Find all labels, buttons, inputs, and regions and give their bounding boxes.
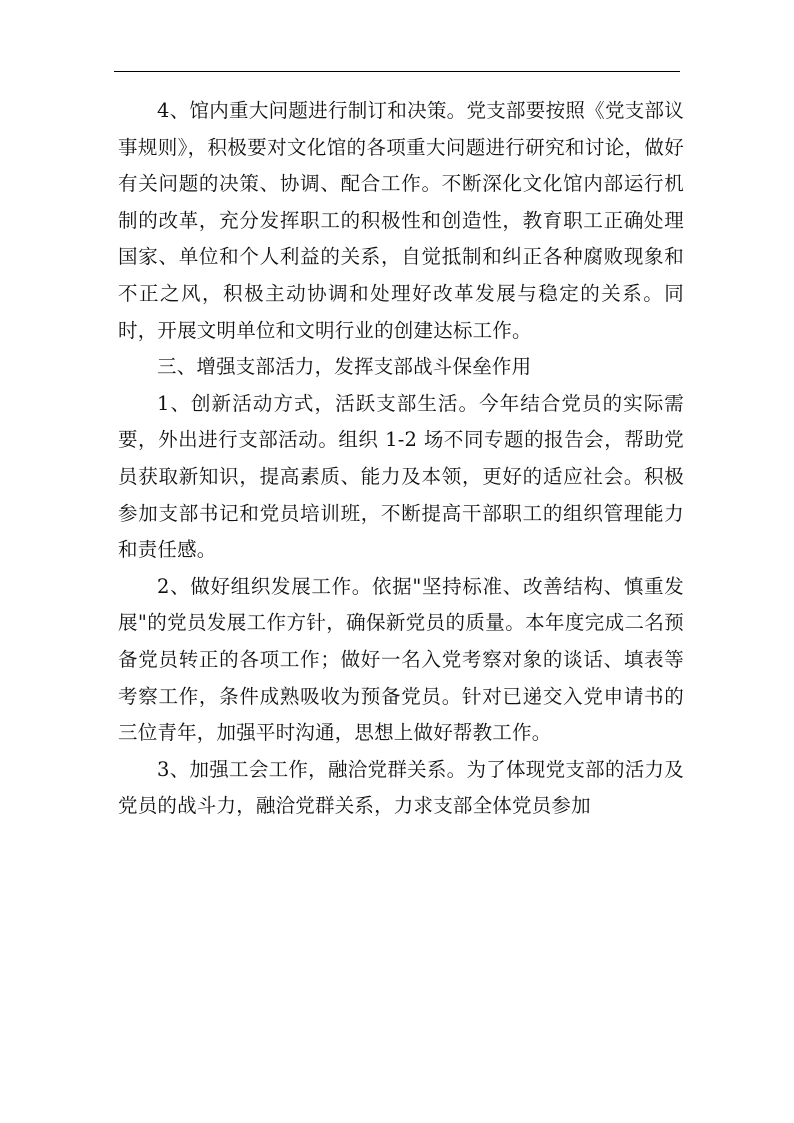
paragraph-item-3: 3、加强工会工作，融洽党群关系。为了体现党支部的活力及党员的战斗力，融洽党群关系，力求支部全体党员参加 xyxy=(118,757,684,818)
paragraph-item-4: 4、馆内重大问题进行制订和决策。党支部要按照《党支部议事规则》，积极要对文化馆的各项重大问题进行研究和讨论，做好有关问题的决策、协调、配合工作。不断深化文化馆内部运行机制的改革，充分发挥职工的积极性和创造性，教育职工正确处理国家、单位和个人利益的关系，自觉抵制和纠正各种腐败现象和不正之风，积极主动协调和处理好改革发展与稳定的关系。同时，开展文明单位和文明行业的创建达标工作。 xyxy=(118,99,684,342)
paragraph-item-2: 2、做好组织发展工作。依据"坚持标准、改善结构、慎重发展"的党员发展工作方针，确保新党员的质量。本年度完成二名预备党员转正的各项工作；做好一名入党考察对象的谈话、填表等考察工作，条件成熟吸收为预备党员。针对已递交入党申请书的三位青年，加强平时沟通，思想上做好帮教工作。 xyxy=(118,574,684,745)
header-rule xyxy=(114,71,680,72)
section-heading-3: 三、增强支部活力，发挥支部战斗保垒作用 xyxy=(157,355,532,379)
document-body xyxy=(118,93,684,825)
paragraph-item-1: 1、创新活动方式，活跃支部生活。今年结合党员的实际需要，外出进行支部活动。组织 1-2 场不同专题的报告会，帮助党员获取新知识，提高素质、能力及本领，更好的适应社会。积极参加支部书记和党员培训班，不断提高干部职工的组织管理能力和责任感。 xyxy=(118,391,684,562)
